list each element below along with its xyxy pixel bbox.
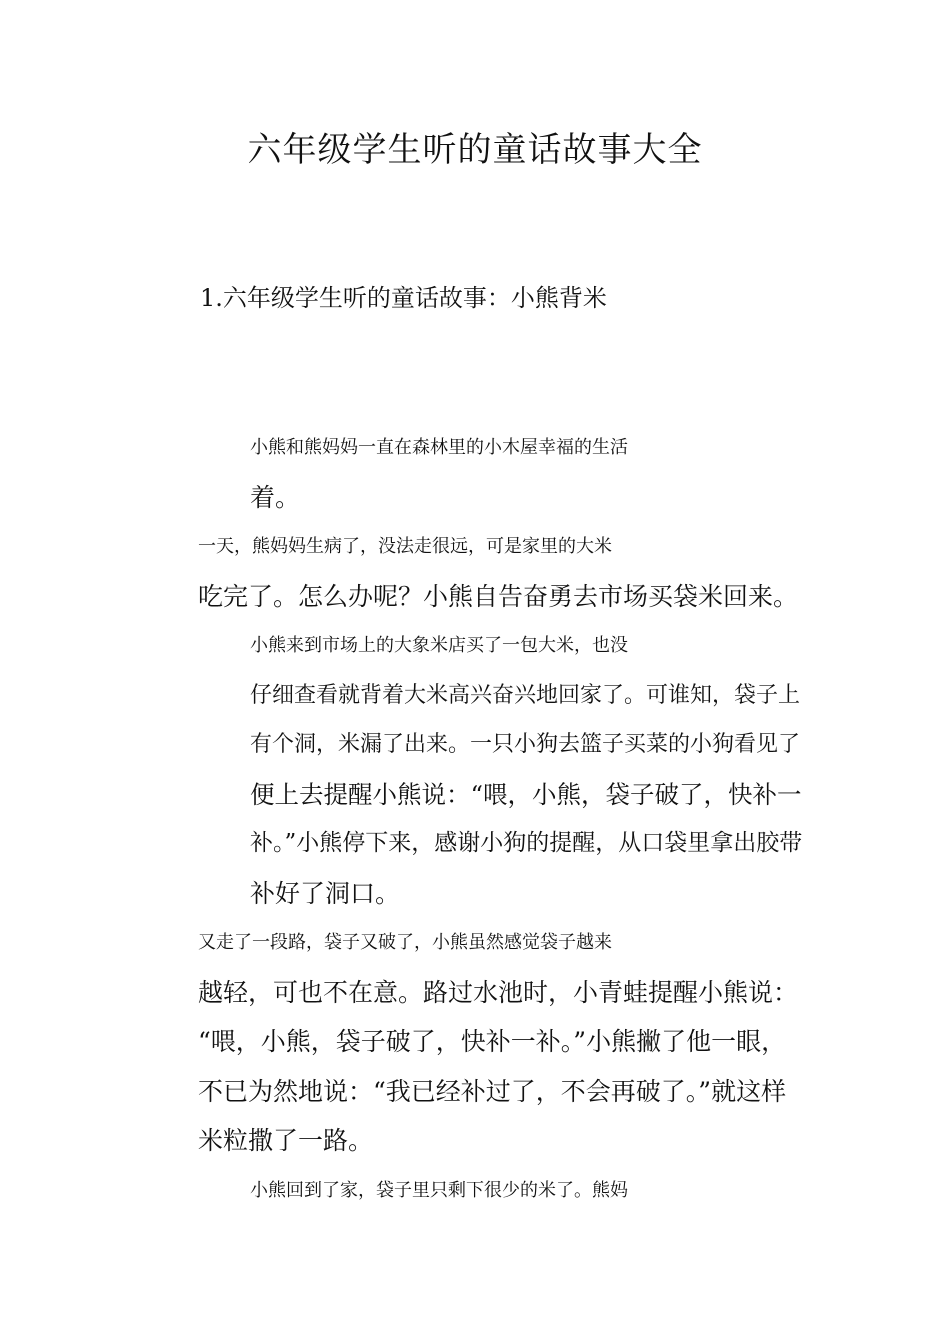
paragraph-line: 便上去提醒小熊说：“喂，小熊，袋子破了，快补一 — [250, 779, 802, 809]
paragraph-line: “喂，小熊，袋子破了，快补一补。”小熊撇了他一眼， — [198, 1027, 787, 1056]
paragraph-4 — [146, 918, 806, 1166]
paragraph-line: 小熊来到市场上的大象米店买了一包大米，也没 — [250, 635, 628, 656]
paragraph-line: 小熊回到了家，袋子里只剩下很少的米了。熊妈 — [250, 1179, 628, 1201]
paragraph-line: 吃完了。怎么办呢？小熊自告奋勇去市场买袋米回来。 — [198, 581, 799, 611]
paragraph-line: 不已为然地说：“我已经补过了，不会再破了。”就这样 — [198, 1076, 787, 1106]
paragraph-line: 一天，熊妈妈生病了，没法走很远，可是家里的大米 — [198, 536, 612, 557]
paragraph-5 — [146, 1166, 806, 1216]
story-body — [146, 423, 806, 1215]
paragraph-3 — [146, 621, 806, 918]
paragraph-line: 有个洞，米漏了出来。一只小狗去篮子买菜的小狗看见了 — [250, 732, 801, 757]
paragraph-line: 仔细查看就背着大米高兴奋兴地回家了。可谁知，袋子上 — [250, 682, 801, 708]
paragraph-2 — [146, 522, 806, 621]
paragraph-line: 补好了洞口。 — [250, 878, 401, 908]
paragraph-line: 补。”小熊停下来，感谢小狗的提醒，从口袋里拿出胶带 — [250, 830, 803, 856]
document-title: 六年级学生听的童话故事大全 — [247, 130, 703, 170]
paragraph-line: 米粒撒了一路。 — [198, 1126, 374, 1155]
paragraph-line: 小熊和熊妈妈一直在森林里的小木屋幸福的生活 — [250, 437, 628, 458]
section-heading: 1.六年级学生听的童话故事：小熊背米 — [200, 284, 607, 312]
paragraph-line: 又走了一段路，袋子又破了，小熊虽然感觉袋子越来 — [198, 932, 612, 953]
paragraph-line: 越轻，可也不在意。路过水池时，小青蛙提醒小熊说： — [198, 977, 799, 1007]
paragraph-line: 着。 — [250, 482, 301, 512]
paragraph-1 — [146, 423, 806, 522]
